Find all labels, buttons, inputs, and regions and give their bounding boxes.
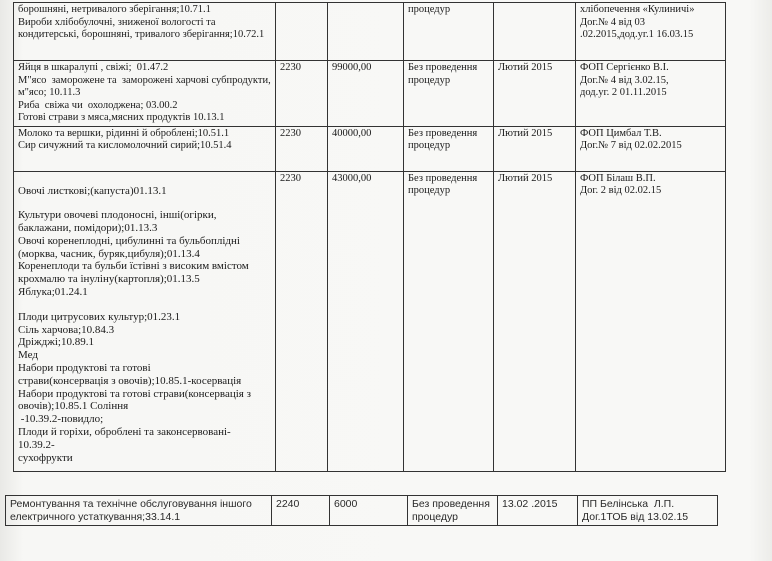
supplier-line: Дог.№ 4 від 3.02.15, [580,74,669,86]
item-description [14,61,276,127]
item-description-line: Коренеплоди та бульби їстівні з високим вмістом [18,260,249,273]
procedure-line: процедур [412,510,458,523]
supplier [578,496,718,526]
budget-code: 2230 [276,126,328,171]
item-description-line: Яблука;01.24.1 [18,286,88,299]
item-description [14,126,276,171]
item-description-line: баклажани, помідори);01.13.3 [18,222,158,235]
amount: 99000,00 [328,61,404,127]
procedure-line: Без проведення [408,172,478,184]
budget-code: 2240 [272,496,330,526]
item-description-line: крохмалю та інуліну(картопля);01.13.5 [18,273,200,286]
budget-code: 2230 [276,61,328,127]
supplier [576,126,726,171]
procedure-line: Без проведення [408,127,478,139]
item-description-line: М"ясо заморожене та заморожені харчові субпродукти, [18,74,271,86]
table-row [14,3,726,61]
budget-code: 2230 [276,171,328,471]
procedure [408,496,498,526]
item-description-line: борошняні, нетривалого зберігання;10.71.1 [18,4,211,15]
supplier-line: ПП Белінська Л.П. [582,498,675,510]
item-description [14,171,276,471]
item-description-line: Вироби хлібобулочні, зниженої вологості та [18,16,216,28]
supplier [576,171,726,471]
item-description [6,496,272,526]
item-description-line: 10.39.2- [18,438,55,451]
budget-code [276,3,328,61]
supplier [576,3,726,61]
supplier-line: Дог.1ТОБ від 13.02.15 [582,510,689,523]
supplier-line: ФОП Цимбал Т.В. [580,127,662,139]
table-row [6,496,718,526]
item-description-line: Овочі коренеплодні, цибулинні та бульбоплідні [18,234,240,247]
amount: 43000,00 [328,171,404,471]
item-description [14,3,276,61]
procedure-line: процедур [408,4,451,15]
table-row [14,61,726,127]
procedure-line: процедур [408,74,451,86]
desc-line: електричного устаткування;33.14.1 [10,510,181,523]
amount [328,3,404,61]
supplier-line: Дог.№ 4 від 03 [580,16,646,28]
item-description-line [18,173,271,185]
item-description-line: страви(консервація з овочів);10.85.1-косервація [18,374,242,387]
procurement-table [13,2,726,472]
item-description-line: Молоко та вершки, рідинні й оброблені;10.51.1 [18,127,230,139]
procedure [404,126,494,171]
item-description-line: Готові страви з мяса,мясних продуктів 10.13.1 [18,112,225,123]
supplier-line: хлібопечення «Кулиничі» [580,4,695,15]
table-row [14,171,726,471]
supplier-line: Дог.№ 7 від 02.02.2015 [580,140,682,151]
item-description-line: овочів);10.85.1 Соління [18,400,129,413]
item-description-line: Овочі листкові;(капуста)01.13.1 [18,184,167,197]
item-description-line: Плоди цитрусових культур;01.23.1 [18,310,181,323]
procurement-table-bottom [5,495,718,526]
procedure [404,3,494,61]
table-row [14,126,726,171]
item-description-line: Сіль харчова;10.84.3 [18,323,115,336]
item-description-line: Культури овочеві плодоносні, інші(огірки, [18,209,217,222]
month: Лютий 2015 [494,126,576,171]
amount: 6000 [330,496,408,526]
item-description-line: сухофрукти [18,451,73,464]
supplier-line: ФОП Білаш В.П. [580,172,656,184]
supplier-line: .02.2015,дод.уг.1 16.03.15 [580,29,694,40]
item-description-line: Яйця в шкаралупі , свіжі; 01.47.2 [18,62,169,73]
item-description-line: Мед [18,349,38,362]
procedure-line: процедур [408,140,451,151]
supplier-line: Дог. 2 від 02.02.15 [580,185,662,196]
procedure-line: процедур [408,185,451,196]
procedure-line: Без проведення [408,62,478,73]
procedure [404,171,494,471]
item-description-line: -10.39.2-повидло; [18,413,104,426]
item-description-line [18,197,271,209]
supplier [576,61,726,127]
item-description-line: Набори продуктові та готові [18,362,151,375]
month: Лютий 2015 [494,171,576,471]
month: Лютий 2015 [494,61,576,127]
month: 13.02 .2015 [498,496,578,526]
item-description-line: кондитерські, борошняні, тривалого зберігання;10.72.1 [18,29,265,40]
item-description-line: Риба свіжа чи охолоджена; 03.00.2 [18,99,178,111]
procedure [404,61,494,127]
procedure-line: Без проведення [412,498,490,510]
item-description-line: (морква, часник, буряк,цибуля);01.13.4 [18,247,200,260]
month [494,3,576,61]
item-description-line: Дріжджі;10.89.1 [18,336,94,349]
item-description-line: Сир сичужний та кисломолочний сирий;10.51.4 [18,140,232,151]
amount: 40000,00 [328,126,404,171]
item-description-line: м"ясо; 10.11.3 [18,87,81,98]
item-description-line: Набори продуктові та готові страви(консервація з [18,387,251,400]
supplier-line: ФОП Сергієнко В.І. [580,62,669,73]
supplier-line: дод.уг. 2 01.11.2015 [580,87,667,98]
item-description-line: Плоди й горіхи, оброблені та законсервовані- [18,426,231,439]
desc-line: Ремонтування та технічне обслуговування іншого [10,498,252,510]
item-description-line [18,299,271,311]
